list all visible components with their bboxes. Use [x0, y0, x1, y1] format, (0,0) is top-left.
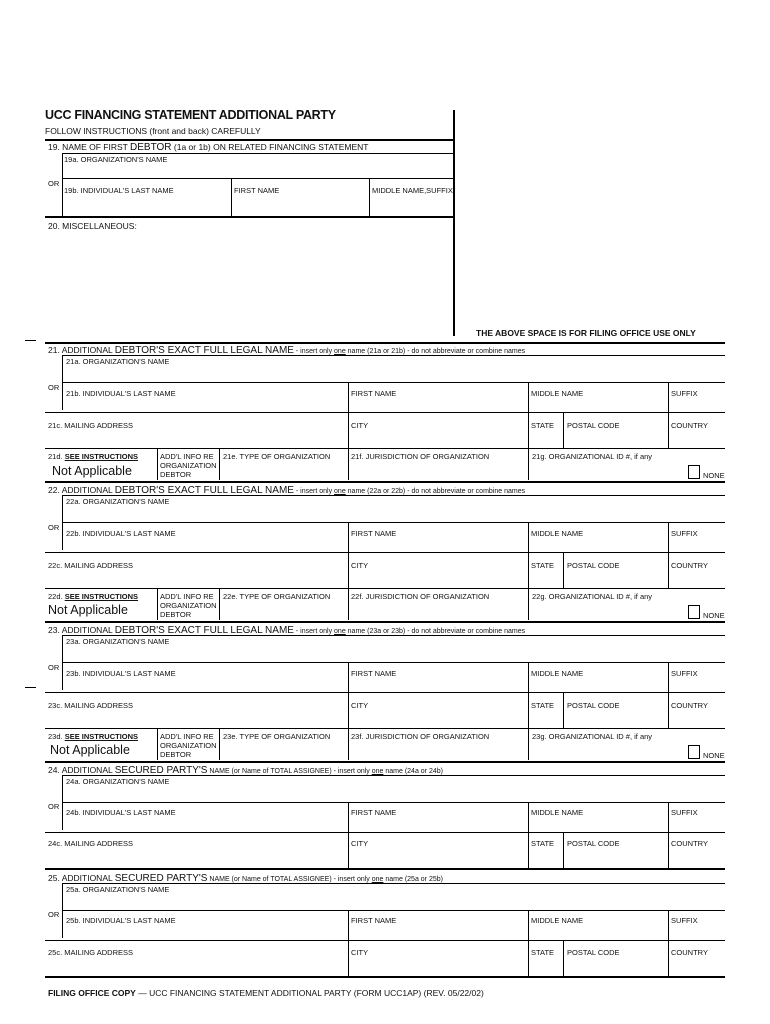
divider	[563, 832, 564, 868]
see-instructions-label: 22d. SEE INSTRUCTIONS	[48, 592, 139, 601]
city-label: CITY	[351, 421, 369, 430]
mailing-address-label: 25c. MAILING ADDRESS	[48, 948, 134, 957]
first-name-label: FIRST NAME	[234, 186, 280, 195]
postal-code-label: POSTAL CODE	[567, 421, 620, 430]
org-name-label: 22a. ORGANIZATION'S NAME	[66, 497, 170, 506]
middle-name-label: MIDDLE NAME	[531, 669, 584, 678]
middle-name-22b[interactable]	[529, 538, 667, 550]
middle-name-19b[interactable]	[370, 195, 452, 215]
section-25-header: 25. ADDITIONAL SECURED PARTY'S NAME (or Name of TOTAL ASSIGNEE) - insert only one name (25a or 25b)	[48, 873, 443, 884]
mailing-address-24c[interactable]	[46, 850, 346, 864]
jurisdiction-21f[interactable]	[349, 462, 527, 478]
state-label: STATE	[531, 701, 555, 710]
none-checkbox[interactable]	[688, 465, 700, 479]
divider	[62, 635, 725, 636]
suffix-22b[interactable]	[669, 538, 724, 550]
divider	[563, 552, 564, 588]
not-applicable-text: Not Applicable	[52, 464, 132, 478]
divider	[45, 342, 725, 344]
last-name-23b[interactable]	[63, 678, 346, 690]
postal-code-label: POSTAL CODE	[567, 948, 620, 957]
divider	[45, 552, 725, 553]
postal-code-label: POSTAL CODE	[567, 701, 620, 710]
last-name-label: 22b. INDIVIDUAL'S LAST NAME	[66, 529, 176, 538]
org-name-label: 25a. ORGANIZATION'S NAME	[66, 885, 170, 894]
country-25c[interactable]	[669, 958, 724, 972]
divider	[45, 868, 725, 870]
last-name-label: 23b. INDIVIDUAL'S LAST NAME	[66, 669, 176, 678]
city-label: CITY	[351, 839, 369, 848]
first-name-19b[interactable]	[232, 195, 368, 215]
divider	[62, 802, 725, 803]
org-id-23g[interactable]	[529, 742, 684, 758]
mailing-address-label: 23c. MAILING ADDRESS	[48, 701, 134, 710]
divider	[45, 692, 725, 693]
see-instructions-label: 21d. SEE INSTRUCTIONS	[48, 452, 139, 461]
margin-mark	[25, 687, 36, 688]
middle-name-21b[interactable]	[529, 398, 667, 410]
divider	[453, 110, 455, 336]
country-21c[interactable]	[669, 431, 724, 445]
first-name-label: FIRST NAME	[351, 916, 397, 925]
state-label: STATE	[531, 561, 555, 570]
divider	[62, 883, 725, 884]
divider	[45, 412, 725, 413]
middle-name-label: MIDDLE NAME	[531, 808, 584, 817]
org-id-label: 21g. ORGANIZATIONAL ID #, if any	[532, 452, 653, 461]
org-name-label: 19a. ORGANIZATION'S NAME	[64, 155, 168, 164]
divider	[157, 588, 158, 620]
org-type-label: 23e. TYPE OF ORGANIZATION	[223, 732, 331, 741]
divider	[45, 139, 455, 141]
middle-name-label: MIDDLE NAME,SUFFIX	[372, 186, 453, 195]
state-24c[interactable]	[529, 850, 562, 864]
org-id-label: 22g. ORGANIZATIONAL ID #, if any	[532, 592, 653, 601]
divider	[157, 728, 158, 760]
none-checkbox[interactable]	[688, 605, 700, 619]
middle-name-label: MIDDLE NAME	[531, 389, 584, 398]
postal-code-24c[interactable]	[565, 850, 667, 864]
divider	[62, 522, 725, 523]
divider	[45, 832, 725, 833]
jurisdiction-label: 23f. JURISDICTION OF ORGANIZATION	[351, 732, 490, 741]
middle-name-label: MIDDLE NAME	[531, 529, 584, 538]
last-name-label: 25b. INDIVIDUAL'S LAST NAME	[66, 916, 176, 925]
not-applicable-text: Not Applicable	[50, 743, 130, 757]
postal-code-25c[interactable]	[565, 958, 667, 972]
divider	[45, 728, 725, 729]
addl-info-label: ADD'L INFO RE ORGANIZATION DEBTOR	[160, 732, 217, 759]
org-id-label: 23g. ORGANIZATIONAL ID #, if any	[532, 732, 653, 741]
middle-name-label: MIDDLE NAME	[531, 916, 584, 925]
org-name-21a[interactable]	[63, 366, 723, 380]
margin-mark	[25, 340, 36, 341]
none-checkbox[interactable]	[688, 745, 700, 759]
org-type-23e[interactable]	[221, 742, 346, 758]
last-name-19b[interactable]	[63, 195, 229, 215]
last-name-24b[interactable]	[63, 818, 346, 830]
first-name-24b[interactable]	[349, 818, 527, 830]
state-label: STATE	[531, 948, 555, 957]
middle-name-24b[interactable]	[529, 818, 667, 830]
see-instructions-label: 23d. SEE INSTRUCTIONS	[48, 732, 139, 741]
divider	[62, 495, 725, 496]
org-name-label: 21a. ORGANIZATION'S NAME	[66, 357, 170, 366]
city-25c[interactable]	[349, 958, 527, 972]
suffix-25b[interactable]	[669, 926, 724, 938]
jurisdiction-23f[interactable]	[349, 742, 527, 758]
or-label: OR	[48, 663, 60, 672]
last-name-label: 24b. INDIVIDUAL'S LAST NAME	[66, 808, 176, 817]
divider	[563, 940, 564, 976]
org-name-25a[interactable]	[63, 894, 723, 908]
divider	[45, 976, 725, 978]
divider	[563, 412, 564, 448]
first-name-label: FIRST NAME	[351, 529, 397, 538]
divider	[219, 728, 220, 760]
addl-info-label: ADD'L INFO RE ORGANIZATION DEBTOR	[160, 592, 217, 619]
miscellaneous-field[interactable]	[46, 234, 451, 332]
org-type-label: 22e. TYPE OF ORGANIZATION	[223, 592, 331, 601]
suffix-label: SUFFIX	[671, 389, 698, 398]
state-21c[interactable]	[529, 431, 562, 445]
divider	[563, 692, 564, 728]
mailing-address-label: 22c. MAILING ADDRESS	[48, 561, 134, 570]
section-21-header: 21. ADDITIONAL DEBTOR'S EXACT FULL LEGAL NAME - insert only one name (21a or 21b) - do not abbreviate or combine names	[48, 345, 526, 356]
suffix-21b[interactable]	[669, 398, 724, 410]
city-label: CITY	[351, 561, 369, 570]
divider	[62, 382, 725, 383]
org-id-21g[interactable]	[529, 462, 684, 478]
divider	[45, 448, 725, 449]
or-label: OR	[48, 179, 60, 188]
none-label: NONE	[703, 611, 725, 620]
divider	[62, 662, 725, 663]
org-name-22a[interactable]	[63, 506, 723, 520]
last-name-label: 21b. INDIVIDUAL'S LAST NAME	[66, 389, 176, 398]
country-label: COUNTRY	[671, 701, 708, 710]
divider	[157, 448, 158, 480]
org-name-label: 23a. ORGANIZATION'S NAME	[66, 637, 170, 646]
section-23-header: 23. ADDITIONAL DEBTOR'S EXACT FULL LEGAL NAME - insert only one name (23a or 23b) - do not abbreviate or combine names	[48, 625, 526, 636]
state-label: STATE	[531, 839, 555, 848]
city-label: CITY	[351, 701, 369, 710]
section-24-header: 24. ADDITIONAL SECURED PARTY'S NAME (or Name of TOTAL ASSIGNEE) - insert only one name (24a or 24b)	[48, 765, 443, 776]
section-22-header: 22. ADDITIONAL DEBTOR'S EXACT FULL LEGAL NAME - insert only one name (22a or 22b) - do not abbreviate or combine names	[48, 485, 526, 496]
or-label: OR	[48, 383, 60, 392]
divider	[62, 355, 725, 356]
first-name-label: FIRST NAME	[351, 389, 397, 398]
postal-code-23c[interactable]	[565, 711, 667, 725]
jurisdiction-label: 21f. JURISDICTION OF ORGANIZATION	[351, 452, 490, 461]
last-name-label: 19b. INDIVIDUAL'S LAST NAME	[64, 186, 174, 195]
state-22c[interactable]	[529, 571, 562, 585]
city-22c[interactable]	[349, 571, 527, 585]
city-24c[interactable]	[349, 850, 527, 864]
country-22c[interactable]	[669, 571, 724, 585]
org-type-21e[interactable]	[221, 462, 346, 478]
suffix-label: SUFFIX	[671, 916, 698, 925]
divider	[62, 178, 454, 179]
divider	[219, 588, 220, 620]
country-23c[interactable]	[669, 711, 724, 725]
first-name-25b[interactable]	[349, 926, 527, 938]
org-name-19a[interactable]	[62, 153, 452, 177]
country-label: COUNTRY	[671, 839, 708, 848]
suffix-23b[interactable]	[669, 678, 724, 690]
middle-name-25b[interactable]	[529, 926, 667, 938]
city-23c[interactable]	[349, 711, 527, 725]
mailing-address-label: 24c. MAILING ADDRESS	[48, 839, 134, 848]
org-name-24a[interactable]	[63, 786, 723, 800]
org-name-label: 24a. ORGANIZATION'S NAME	[66, 777, 170, 786]
form-footer: FILING OFFICE COPY — UCC FINANCING STATEMENT ADDITIONAL PARTY (FORM UCC1AP) (REV. 05/22/02)	[48, 988, 484, 998]
last-name-21b[interactable]	[63, 398, 346, 410]
org-type-22e[interactable]	[221, 602, 346, 618]
last-name-22b[interactable]	[63, 538, 346, 550]
suffix-label: SUFFIX	[671, 529, 698, 538]
postal-code-label: POSTAL CODE	[567, 839, 620, 848]
none-label: NONE	[703, 751, 725, 760]
mailing-address-25c[interactable]	[46, 958, 346, 972]
none-label: NONE	[703, 471, 725, 480]
first-name-22b[interactable]	[349, 538, 527, 550]
divider	[45, 481, 725, 483]
mailing-address-label: 21c. MAILING ADDRESS	[48, 421, 134, 430]
first-name-label: FIRST NAME	[351, 669, 397, 678]
state-label: STATE	[531, 421, 555, 430]
divider	[45, 940, 725, 941]
section-19-header: 19. NAME OF FIRST DEBTOR (1a or 1b) ON RELATED FINANCING STATEMENT	[48, 142, 369, 153]
city-21c[interactable]	[349, 431, 527, 445]
addl-info-label: ADD'L INFO RE ORGANIZATION DEBTOR	[160, 452, 217, 479]
section-20-label: 20. MISCELLANEOUS:	[48, 221, 137, 231]
jurisdiction-label: 22f. JURISDICTION OF ORGANIZATION	[351, 592, 490, 601]
not-applicable-text: Not Applicable	[48, 603, 128, 617]
country-label: COUNTRY	[671, 948, 708, 957]
divider	[45, 588, 725, 589]
mailing-address-22c[interactable]	[46, 571, 346, 585]
divider	[45, 621, 725, 623]
first-name-21b[interactable]	[349, 398, 527, 410]
divider	[62, 153, 454, 154]
state-23c[interactable]	[529, 711, 562, 725]
org-type-label: 21e. TYPE OF ORGANIZATION	[223, 452, 331, 461]
state-25c[interactable]	[529, 958, 562, 972]
postal-code-22c[interactable]	[565, 571, 667, 585]
postal-code-21c[interactable]	[565, 431, 667, 445]
or-label: OR	[48, 523, 60, 532]
divider	[45, 216, 455, 218]
country-label: COUNTRY	[671, 561, 708, 570]
first-name-label: FIRST NAME	[351, 808, 397, 817]
follow-instructions: FOLLOW INSTRUCTIONS (front and back) CAREFULLY	[45, 126, 261, 136]
org-id-22g[interactable]	[529, 602, 684, 618]
divider	[219, 448, 220, 480]
or-label: OR	[48, 910, 60, 919]
last-name-25b[interactable]	[63, 926, 346, 938]
city-label: CITY	[351, 948, 369, 957]
mailing-address-23c[interactable]	[46, 711, 346, 725]
country-24c[interactable]	[669, 850, 724, 864]
country-label: COUNTRY	[671, 421, 708, 430]
first-name-23b[interactable]	[349, 678, 527, 690]
form-title: UCC FINANCING STATEMENT ADDITIONAL PARTY	[45, 108, 336, 122]
jurisdiction-22f[interactable]	[349, 602, 527, 618]
suffix-24b[interactable]	[669, 818, 724, 830]
postal-code-label: POSTAL CODE	[567, 561, 620, 570]
divider	[62, 775, 725, 776]
divider	[62, 910, 725, 911]
mailing-address-21c[interactable]	[46, 431, 346, 445]
or-label: OR	[48, 802, 60, 811]
suffix-label: SUFFIX	[671, 808, 698, 817]
org-name-23a[interactable]	[63, 646, 723, 660]
divider	[45, 761, 725, 763]
suffix-label: SUFFIX	[671, 669, 698, 678]
filing-office-note: THE ABOVE SPACE IS FOR FILING OFFICE USE ONLY	[476, 328, 696, 338]
middle-name-23b[interactable]	[529, 678, 667, 690]
